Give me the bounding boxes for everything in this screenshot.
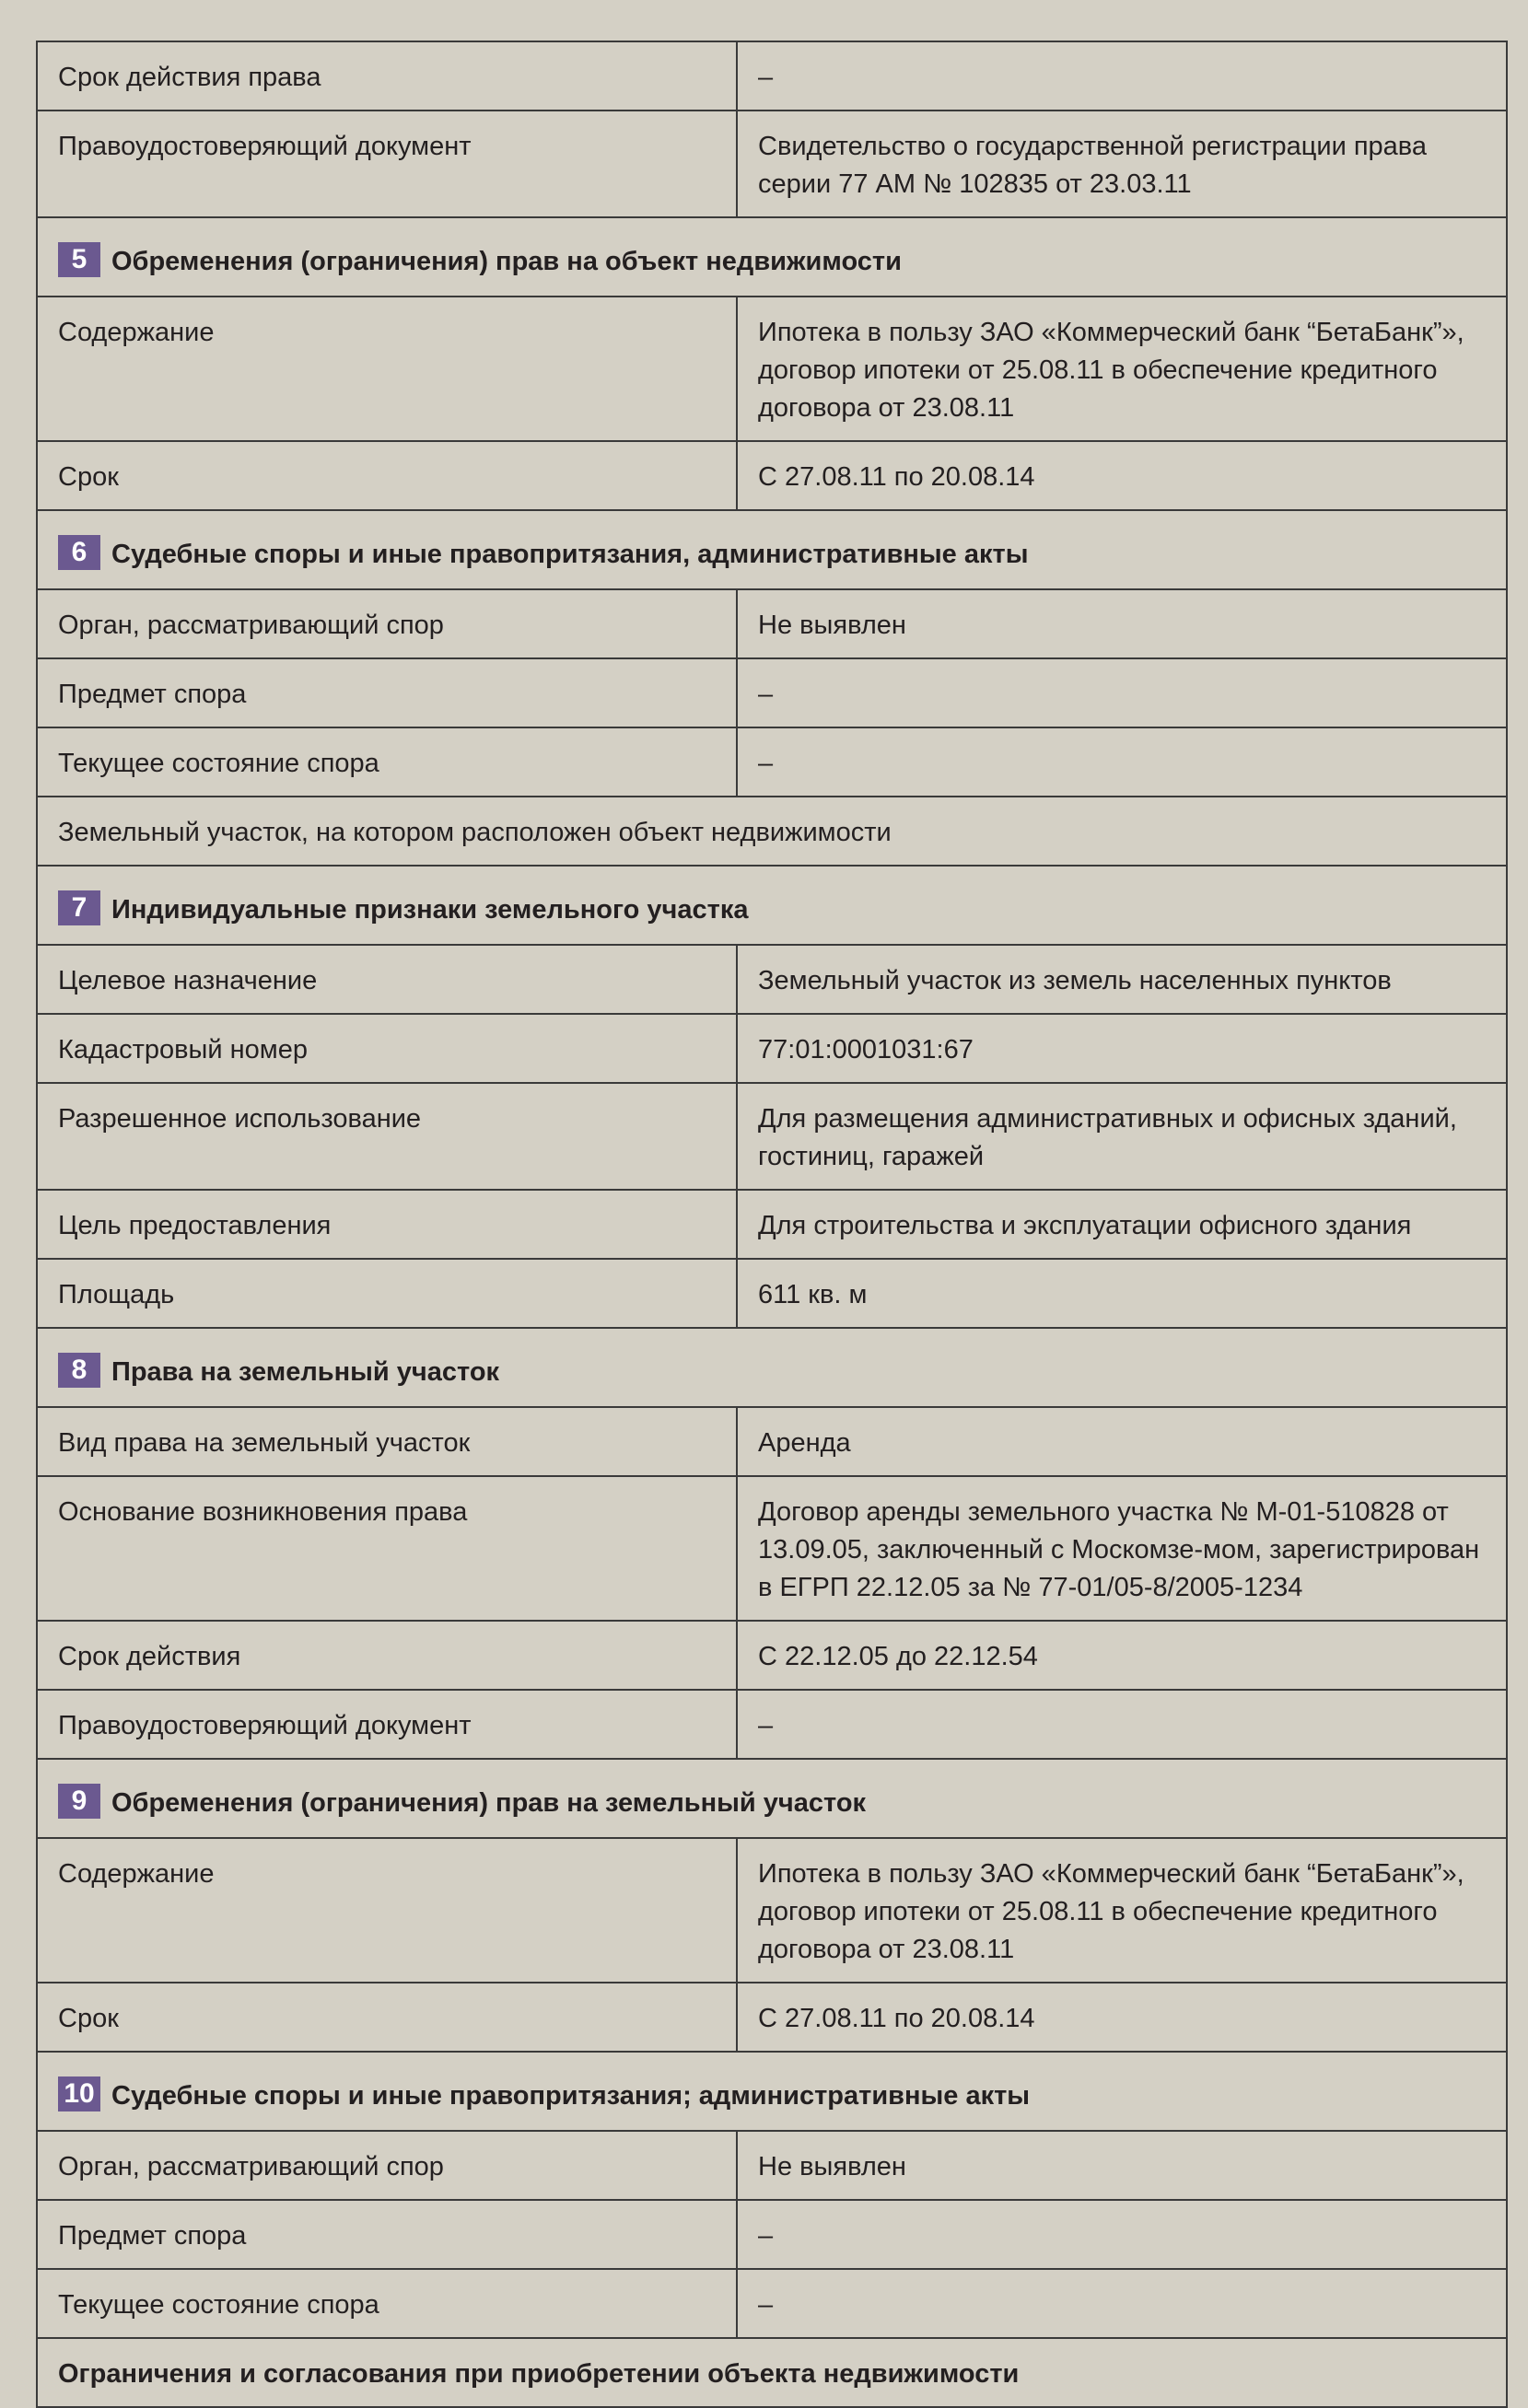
- table-row: [37, 297, 1507, 441]
- row-value: Аренда: [737, 1407, 1507, 1476]
- row-label: Орган, рассматривающий спор: [37, 589, 737, 658]
- subheading-row: [37, 797, 1507, 866]
- section-number-badge: 5: [58, 242, 100, 277]
- subheading: Ограничения и согласования при приобретении объекта недвижимости: [37, 2338, 1507, 2407]
- table-row: [37, 1190, 1507, 1259]
- row-label: Кадастровый номер: [37, 1014, 737, 1083]
- section-header-row: [37, 1328, 1507, 1407]
- table-row: [37, 1083, 1507, 1190]
- section-title: Обременения (ограничения) прав на объект недвижимости: [111, 247, 902, 276]
- row-value: Ипотека в пользу ЗАО «Коммерческий банк “БетаБанк”», договор ипотеки от 25.08.11 в обеспечение кредитного договора от 23.08.11: [737, 1838, 1507, 1983]
- table-row: [37, 1259, 1507, 1328]
- table-row: [37, 727, 1507, 797]
- table-row: [37, 1476, 1507, 1621]
- row-value: –: [737, 2200, 1507, 2269]
- row-label: Содержание: [37, 297, 737, 441]
- row-label: Срок действия: [37, 1621, 737, 1690]
- row-label: Текущее состояние спора: [37, 727, 737, 797]
- section-header: [37, 217, 1507, 297]
- section-header-row: [37, 510, 1507, 589]
- property-info-table: [36, 41, 1508, 2408]
- section-header-row: [37, 2052, 1507, 2131]
- row-value: Ипотека в пользу ЗАО «Коммерческий банк “БетаБанк”», договор ипотеки от 25.08.11 в обеспечение кредитного договора от 23.08.11: [737, 297, 1507, 441]
- section-header-row: [37, 1759, 1507, 1838]
- row-value: –: [737, 2269, 1507, 2338]
- table-row: [37, 1407, 1507, 1476]
- table-row: [37, 945, 1507, 1014]
- row-label: Правоудостоверяющий документ: [37, 111, 737, 217]
- row-label: Разрешенное использование: [37, 1083, 737, 1190]
- row-label: Цель предоставления: [37, 1190, 737, 1259]
- section-header-row: [37, 217, 1507, 297]
- section-header: [37, 866, 1507, 945]
- row-value: Не выявлен: [737, 589, 1507, 658]
- row-value: –: [737, 658, 1507, 727]
- table-row: [37, 2131, 1507, 2200]
- table-row: [37, 2269, 1507, 2338]
- row-value: Для строительства и эксплуатации офисного здания: [737, 1190, 1507, 1259]
- table-row: [37, 1838, 1507, 1983]
- section-number-badge: 6: [58, 535, 100, 570]
- row-value: Свидетельство о государственной регистрации права серии 77 АМ № 102835 от 23.03.11: [737, 111, 1507, 217]
- section-number-badge: 9: [58, 1784, 100, 1819]
- section-number-badge: 7: [58, 890, 100, 925]
- table-row: [37, 441, 1507, 510]
- row-value: 611 кв. м: [737, 1259, 1507, 1328]
- section-header: [37, 510, 1507, 589]
- section-header: [37, 1759, 1507, 1838]
- row-label: Предмет спора: [37, 2200, 737, 2269]
- section-title: Судебные споры и иные правопритязания, административные акты: [111, 540, 1029, 569]
- row-value: –: [737, 41, 1507, 111]
- row-value: С 27.08.11 по 20.08.14: [737, 1983, 1507, 2052]
- section-title: Судебные споры и иные правопритязания; административные акты: [111, 2081, 1031, 2111]
- row-value: С 27.08.11 по 20.08.14: [737, 441, 1507, 510]
- table-row: [37, 658, 1507, 727]
- row-label: Целевое назначение: [37, 945, 737, 1014]
- row-label: Основание возникновения права: [37, 1476, 737, 1621]
- row-value: Для размещения административных и офисных зданий, гостиниц, гаражей: [737, 1083, 1507, 1190]
- section-number-badge: 10: [58, 2076, 100, 2111]
- row-value: 77:01:0001031:67: [737, 1014, 1507, 1083]
- section-title: Индивидуальные признаки земельного участка: [111, 895, 749, 925]
- table-row: [37, 1983, 1507, 2052]
- row-label: Текущее состояние спора: [37, 2269, 737, 2338]
- subheading-row: [37, 2338, 1507, 2407]
- row-value: Договор аренды земельного участка № М-01-510828 от 13.09.05, заключенный с Москомзе-мом, зарегистрирован в ЕГРП 22.12.05 за № 77-01/05-8/2005-1234: [737, 1476, 1507, 1621]
- section-header-row: [37, 866, 1507, 945]
- row-label: Срок: [37, 1983, 737, 2052]
- row-label: Правоудостоверяющий документ: [37, 1690, 737, 1759]
- row-label: Орган, рассматривающий спор: [37, 2131, 737, 2200]
- table-row: [37, 1014, 1507, 1083]
- table-row: [37, 1621, 1507, 1690]
- row-label: Площадь: [37, 1259, 737, 1328]
- table-row: [37, 41, 1507, 111]
- table-row: [37, 111, 1507, 217]
- row-value: Земельный участок из земель населенных пунктов: [737, 945, 1507, 1014]
- row-label: Вид права на земельный участок: [37, 1407, 737, 1476]
- section-header: [37, 1328, 1507, 1407]
- row-value: –: [737, 727, 1507, 797]
- row-value: –: [737, 1690, 1507, 1759]
- section-header: [37, 2052, 1507, 2131]
- row-label: Предмет спора: [37, 658, 737, 727]
- table-row: [37, 589, 1507, 658]
- row-label: Срок действия права: [37, 41, 737, 111]
- table-row: [37, 1690, 1507, 1759]
- table-body: [37, 41, 1507, 2407]
- section-title: Обременения (ограничения) прав на земельный участок: [111, 1788, 867, 1818]
- table-row: [37, 2200, 1507, 2269]
- row-label: Срок: [37, 441, 737, 510]
- row-value: С 22.12.05 до 22.12.54: [737, 1621, 1507, 1690]
- row-label: Содержание: [37, 1838, 737, 1983]
- row-value: Не выявлен: [737, 2131, 1507, 2200]
- section-title: Права на земельный участок: [111, 1357, 500, 1387]
- subheading: Земельный участок, на котором расположен объект недвижимости: [37, 797, 1507, 866]
- section-number-badge: 8: [58, 1353, 100, 1388]
